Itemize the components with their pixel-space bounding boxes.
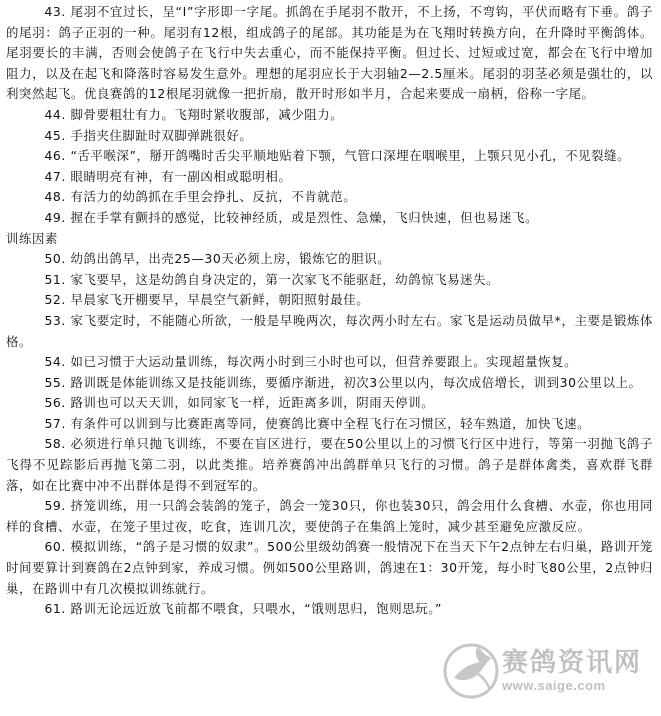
paragraph-59: 59. 挤笼训练，用一只鸽会装鸽的笼子，鸽会一笼30只，你也装30只，鸽会用什么食槽、水壶，你也用同样的食槽、水壶，在笼子里过夜，吃食，连训几次，要使鸽子在集鸽上笼时，减少甚至避免应激反应。 <box>6 498 653 534</box>
paragraph-48: 48. 有活力的幼鸽抓在手里会挣扎、反抗，不肯就范。 <box>44 189 357 205</box>
paragraph-55: 55. 路训既是体能训练又是技能训练，要循序渐进，初次3公里以内，每次成倍增长，训到30公里以上。 <box>44 374 642 390</box>
paragraph-52: 52. 早晨家飞开棚要早，早晨空气新鲜，朝阳照射最佳。 <box>44 292 370 308</box>
watermark-url: www.saige.com <box>502 678 606 693</box>
paragraph-53: 53. 家飞要定时，不能随心所欲，一般是早晚两次，每次两小时左右。家飞是运动员做早*，主要是锻炼体格。 <box>6 312 653 349</box>
watermark-site-name: 赛鸽资讯网 <box>502 648 643 678</box>
paragraph-54: 54. 如已习惯于大运动量训练，每次两小时到三小时也可以，但营养要跟上。实现超量恢复。 <box>44 354 578 370</box>
paragraph-45: 45. 手指夹住脚趾时双脚弹跳很好。 <box>44 127 253 143</box>
paragraph-57: 57. 有条件可以训到与比赛距离等同，使赛鸽比赛中全程飞行在习惯区，轻车熟道，加快飞速。 <box>44 415 591 431</box>
paragraph-60: 60. 模拟训练，“鸽子是习惯的奴隶”。500公里级幼鸽赛一般情况下在当天下午2点钟左右归巢，路训开笼时间要算计到赛鸽在2点钟到家，养成习惯。例如500公里路训，鸽速在1：30开笼，每小时飞80公里，2点钟归巢，在路训中有几次模拟训练就行。 <box>6 539 653 596</box>
paragraph-49: 49. 握在手掌有颤抖的感觉，比较神经质，或是烈性、急燥，飞归快速，但也易迷飞。 <box>44 209 539 225</box>
paragraph-58: 58. 必须进行单只抛飞训练，不要在盲区进行，要在50公里以上的习惯飞行区中进行，等第一羽抛飞鸽子飞得不见踪影后再抛飞第二羽，以此类推。培养赛鸽冲出鸽群单只飞行的习惯。鸽子是群体禽类，喜欢群飞群落，如在比赛中冲不出群体是得不到冠军的。 <box>6 436 653 493</box>
paragraph-47: 47. 眼睛明亮有神，有一副凶相或聪明相。 <box>44 168 292 184</box>
paragraph-50: 50. 幼鸽出鸽早，出壳25—30天必须上房，锻炼它的胆识。 <box>44 251 391 267</box>
paragraph-44: 44. 脚骨要粗壮有力。飞翔时紧收腹部，减少阻力。 <box>44 106 344 122</box>
paragraph-61: 61. 路训无论远近放飞前都不喂食，只喂水，“饿则思归，饱则思玩。” <box>44 601 443 617</box>
paragraph-51: 51. 家飞要早，这是幼鸽自身决定的，第一次家飞不能驱赶，幼鸽惊飞易迷失。 <box>44 271 500 287</box>
paragraph-43: 43. 尾羽不宜过长，呈“Ⅰ”字形即一字尾。抓鸽在手尾羽不散开，不上扬，不弯钩，平伏而略有下垂。鸽子的尾羽：鸽子正羽的一种。尾羽有12根，组成鸽子的尾部。其功能是为在飞翔时转换方向，在升降时平衡鸽体。尾羽要长的丰满，否则会使鸽子在飞行中失去重心，而不能保持平衡。但过长、过短或过宽，都会在飞行中增加阻力，以及在起飞和降落时容易发生意外。理想的尾羽应长于大羽轴2—2.5厘米。尾羽的羽茎必须是强壮的，以利突然起飞。优良赛鸽的12根尾羽就像一把折扇，散开时形如半月，合起来要成一扇柄，俗称一字尾。 <box>6 4 653 102</box>
paragraph-46: 46. “舌平喉深”，掰开鸽嘴时舌尖平顺地贴着下颚，气管口深埋在咽喉里，上颚只见小孔，不见裂缝。 <box>44 148 631 164</box>
section-heading: 训练因素 <box>6 230 58 246</box>
paragraph-56: 56. 路训也可以天天训，如同家飞一样，近距离多训，阴雨天停训。 <box>44 395 435 411</box>
